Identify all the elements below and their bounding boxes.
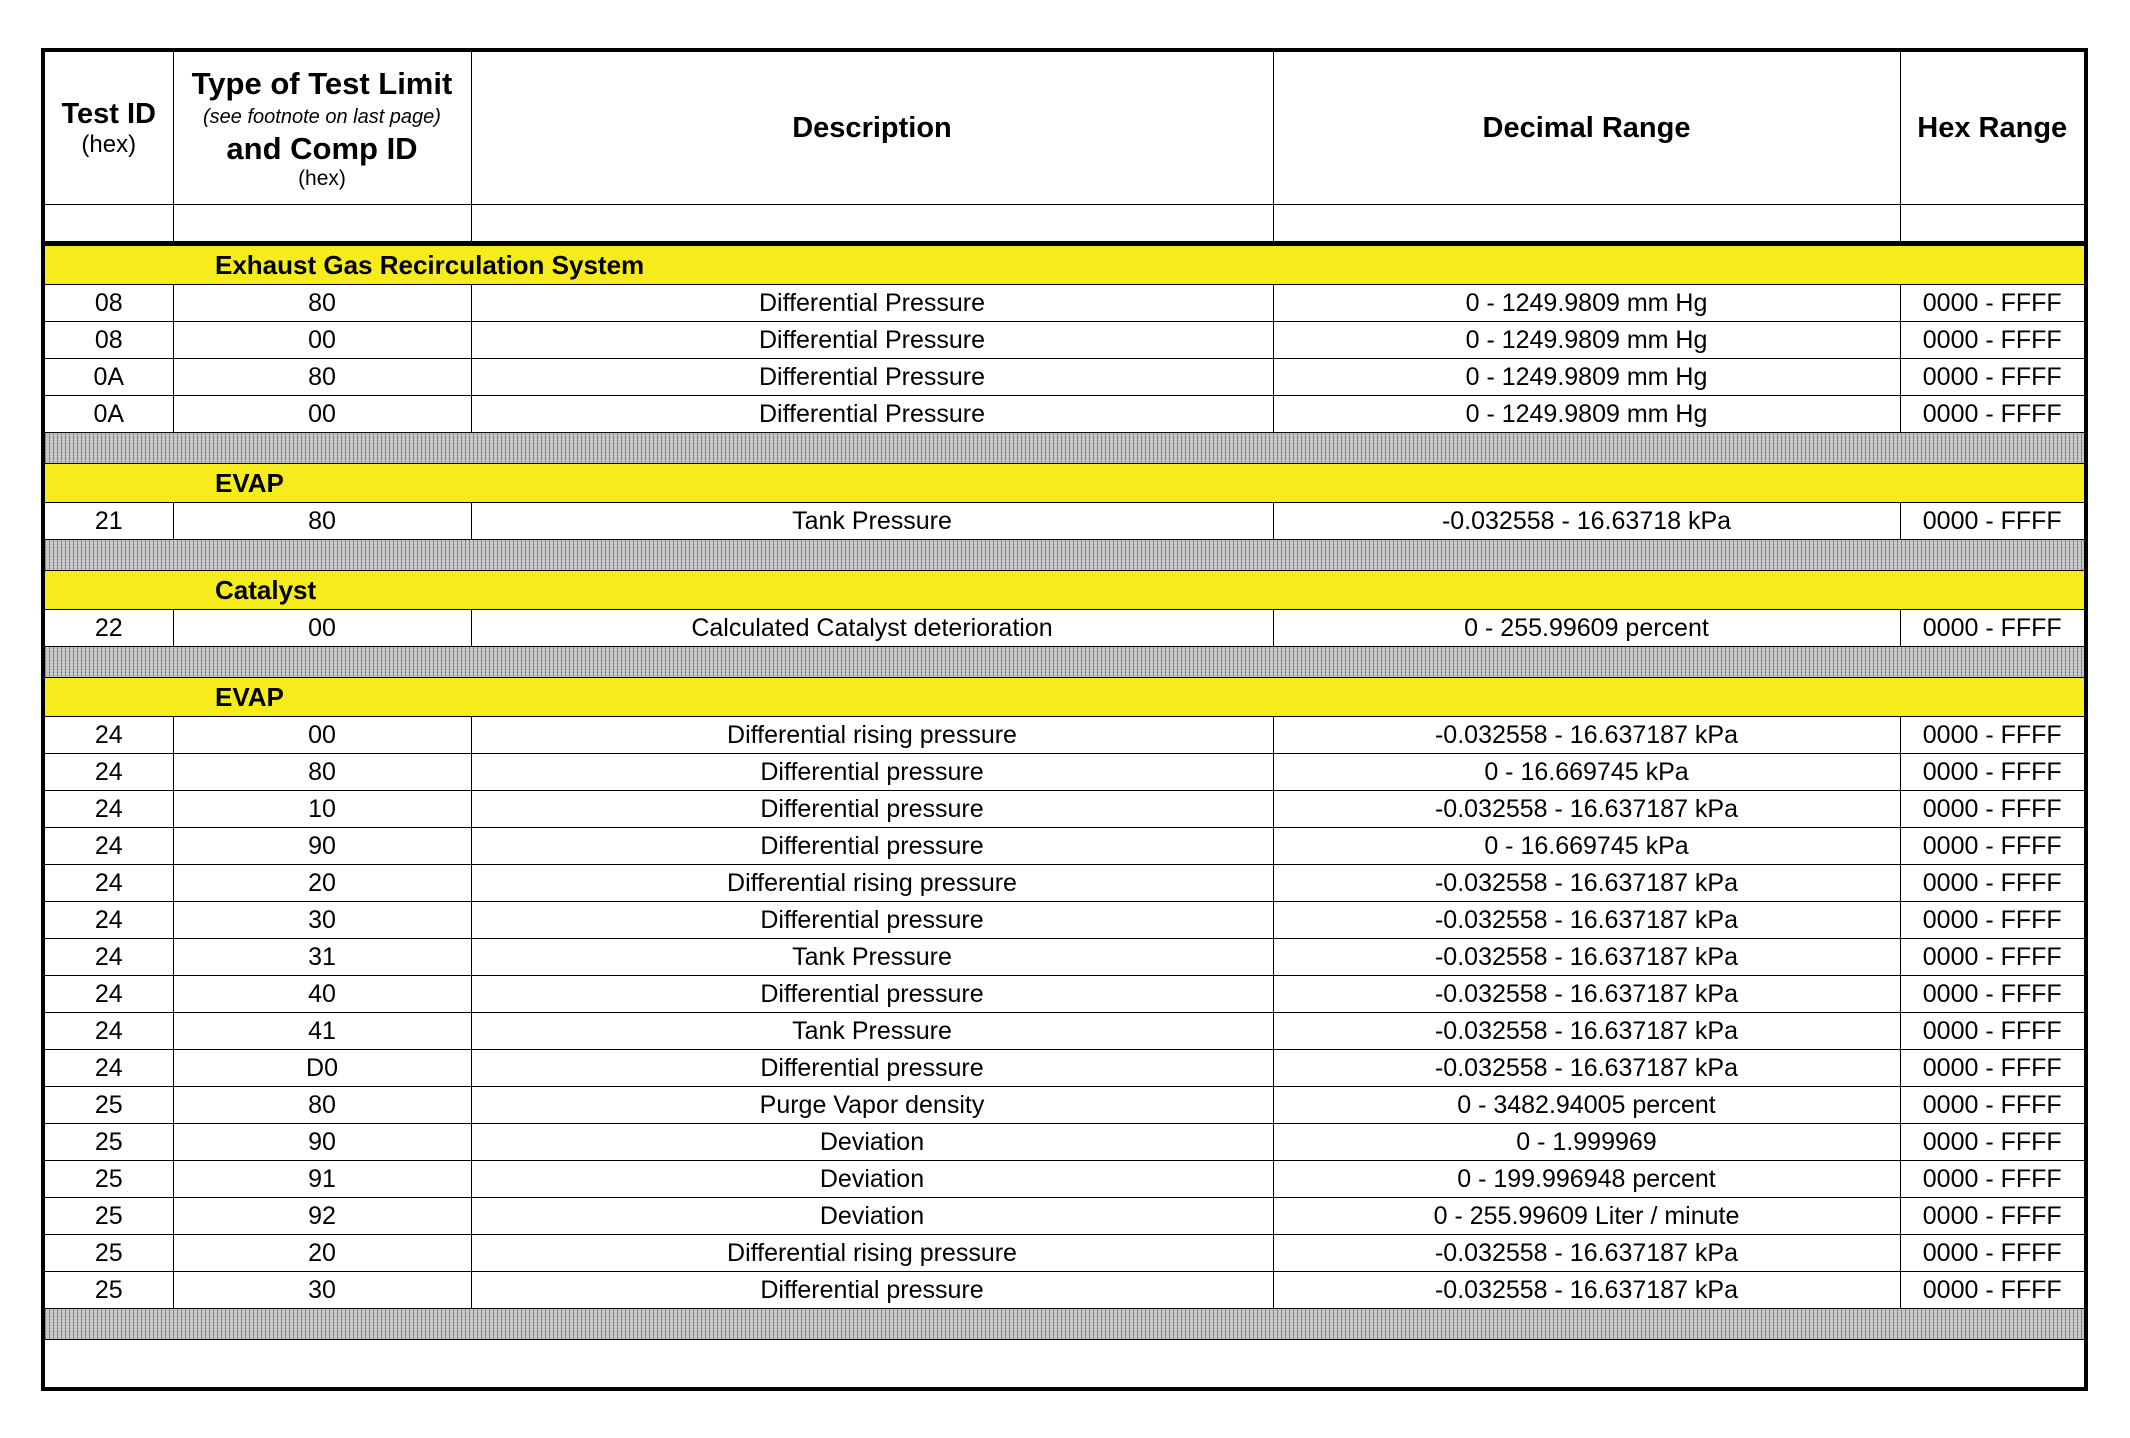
cell-hex-range: 0000 - FFFF [1900, 1124, 2084, 1161]
cell-hex-range: 0000 - FFFF [1900, 1087, 2084, 1124]
cell-description: Differential rising pressure [471, 865, 1273, 902]
section-header-row [45, 244, 2084, 285]
table-row [45, 396, 2084, 433]
shaded-divider [45, 1309, 2084, 1340]
section-divider-row [45, 433, 2084, 464]
cell-description: Differential Pressure [471, 359, 1273, 396]
header-hex-range: Hex Range [1900, 52, 2084, 205]
header-test-id-label: Test ID [61, 97, 157, 130]
cell-test-id: 0A [45, 396, 173, 433]
table-row [45, 1235, 2084, 1272]
cell-hex-range: 0000 - FFFF [1900, 359, 2084, 396]
cell-test-id: 24 [45, 1013, 173, 1050]
cell-test-id: 25 [45, 1161, 173, 1198]
section-header-row [45, 571, 2084, 610]
header-type-comp-id [173, 52, 471, 205]
cell-comp-id: 00 [173, 717, 471, 754]
table-row [45, 828, 2084, 865]
section-title: EVAP [45, 678, 2084, 717]
cell-hex-range: 0000 - FFFF [1900, 939, 2084, 976]
cell-hex-range: 0000 - FFFF [1900, 503, 2084, 540]
cell-decimal-range: 0 - 3482.94005 percent [1273, 1087, 1900, 1124]
cell-hex-range: 0000 - FFFF [1900, 1235, 2084, 1272]
cell-decimal-range: 0 - 16.669745 kPa [1273, 754, 1900, 791]
table-row [45, 610, 2084, 647]
cell-description: Differential pressure [471, 828, 1273, 865]
cell-decimal-range: -0.032558 - 16.637187 kPa [1273, 939, 1900, 976]
section-header-row [45, 678, 2084, 717]
table-body [45, 244, 2084, 1340]
table-row [45, 1087, 2084, 1124]
cell-test-id: 08 [45, 285, 173, 322]
table-row [45, 754, 2084, 791]
cell-comp-id: 80 [173, 503, 471, 540]
cell-test-id: 24 [45, 828, 173, 865]
table-row [45, 1050, 2084, 1087]
cell-decimal-range: 0 - 199.996948 percent [1273, 1161, 1900, 1198]
cell-description: Differential Pressure [471, 396, 1273, 433]
cell-description: Differential pressure [471, 754, 1273, 791]
cell-hex-range: 0000 - FFFF [1900, 717, 2084, 754]
cell-description: Differential pressure [471, 976, 1273, 1013]
cell-test-id: 25 [45, 1198, 173, 1235]
cell-comp-id: 80 [173, 1087, 471, 1124]
cell-comp-id: 91 [173, 1161, 471, 1198]
cell-comp-id: 80 [173, 754, 471, 791]
cell-description: Differential rising pressure [471, 717, 1273, 754]
table-row [45, 865, 2084, 902]
header-spacer-row [45, 205, 2084, 244]
cell-description: Deviation [471, 1124, 1273, 1161]
header-comp-id-label: and Comp ID [226, 130, 418, 166]
section-header-row [45, 464, 2084, 503]
header-type-label: Type of Test Limit [191, 65, 453, 101]
section-divider-row [45, 647, 2084, 678]
table-row [45, 1198, 2084, 1235]
table-row [45, 976, 2084, 1013]
cell-test-id: 24 [45, 865, 173, 902]
table-row [45, 939, 2084, 976]
shaded-divider [45, 433, 2084, 464]
cell-decimal-range: 0 - 1249.9809 mm Hg [1273, 322, 1900, 359]
test-limit-table-frame [41, 48, 2088, 1391]
header-description: Description [471, 52, 1273, 205]
cell-decimal-range: -0.032558 - 16.63718 kPa [1273, 503, 1900, 540]
cell-description: Differential pressure [471, 902, 1273, 939]
cell-hex-range: 0000 - FFFF [1900, 1050, 2084, 1087]
cell-test-id: 24 [45, 754, 173, 791]
section-divider-row [45, 540, 2084, 571]
cell-comp-id: 20 [173, 865, 471, 902]
cell-comp-id: 41 [173, 1013, 471, 1050]
cell-decimal-range: 0 - 16.669745 kPa [1273, 828, 1900, 865]
cell-description: Differential pressure [471, 791, 1273, 828]
table-row [45, 717, 2084, 754]
cell-description: Differential rising pressure [471, 1235, 1273, 1272]
cell-decimal-range: 0 - 255.99609 percent [1273, 610, 1900, 647]
cell-hex-range: 0000 - FFFF [1900, 1013, 2084, 1050]
cell-decimal-range: -0.032558 - 16.637187 kPa [1273, 1235, 1900, 1272]
cell-description: Purge Vapor density [471, 1087, 1273, 1124]
cell-test-id: 24 [45, 976, 173, 1013]
cell-description: Tank Pressure [471, 939, 1273, 976]
cell-comp-id: 80 [173, 359, 471, 396]
test-limit-table [45, 52, 2084, 1340]
cell-hex-range: 0000 - FFFF [1900, 610, 2084, 647]
cell-decimal-range: 0 - 1249.9809 mm Hg [1273, 396, 1900, 433]
cell-hex-range: 0000 - FFFF [1900, 1272, 2084, 1309]
cell-decimal-range: 0 - 1.999969 [1273, 1124, 1900, 1161]
section-title: Catalyst [45, 571, 2084, 610]
cell-decimal-range: -0.032558 - 16.637187 kPa [1273, 1013, 1900, 1050]
header-type-note: (see footnote on last page) [203, 105, 441, 128]
cell-decimal-range: 0 - 1249.9809 mm Hg [1273, 285, 1900, 322]
cell-test-id: 08 [45, 322, 173, 359]
cell-test-id: 25 [45, 1235, 173, 1272]
table-row [45, 359, 2084, 396]
table-row [45, 1124, 2084, 1161]
cell-test-id: 22 [45, 610, 173, 647]
cell-comp-id: 00 [173, 396, 471, 433]
cell-comp-id: 00 [173, 610, 471, 647]
cell-test-id: 21 [45, 503, 173, 540]
header-comp-id-sub: (hex) [298, 166, 346, 190]
table-row [45, 1013, 2084, 1050]
cell-comp-id: 31 [173, 939, 471, 976]
table-row [45, 1161, 2084, 1198]
cell-test-id: 24 [45, 902, 173, 939]
cell-description: Calculated Catalyst deterioration [471, 610, 1273, 647]
cell-decimal-range: 0 - 255.99609 Liter / minute [1273, 1198, 1900, 1235]
table-row [45, 322, 2084, 359]
cell-hex-range: 0000 - FFFF [1900, 396, 2084, 433]
table-row [45, 902, 2084, 939]
header-row [45, 52, 2084, 205]
cell-test-id: 25 [45, 1087, 173, 1124]
cell-hex-range: 0000 - FFFF [1900, 1198, 2084, 1235]
cell-comp-id: 20 [173, 1235, 471, 1272]
cell-comp-id: 30 [173, 1272, 471, 1309]
cell-test-id: 0A [45, 359, 173, 396]
cell-description: Deviation [471, 1198, 1273, 1235]
cell-comp-id: 92 [173, 1198, 471, 1235]
cell-hex-range: 0000 - FFFF [1900, 976, 2084, 1013]
cell-comp-id: 00 [173, 322, 471, 359]
cell-decimal-range: -0.032558 - 16.637187 kPa [1273, 1272, 1900, 1309]
cell-description: Differential Pressure [471, 285, 1273, 322]
cell-comp-id: 80 [173, 285, 471, 322]
cell-description: Tank Pressure [471, 503, 1273, 540]
cell-test-id: 25 [45, 1272, 173, 1309]
cell-comp-id: 90 [173, 828, 471, 865]
cell-test-id: 24 [45, 791, 173, 828]
cell-comp-id: 40 [173, 976, 471, 1013]
cell-test-id: 24 [45, 717, 173, 754]
table-row [45, 1272, 2084, 1309]
cell-decimal-range: -0.032558 - 16.637187 kPa [1273, 865, 1900, 902]
cell-description: Differential Pressure [471, 322, 1273, 359]
cell-comp-id: 30 [173, 902, 471, 939]
cell-hex-range: 0000 - FFFF [1900, 791, 2084, 828]
cell-test-id: 24 [45, 939, 173, 976]
cell-description: Differential pressure [471, 1272, 1273, 1309]
cell-comp-id: 90 [173, 1124, 471, 1161]
header-decimal-range: Decimal Range [1273, 52, 1900, 205]
section-title: EVAP [45, 464, 2084, 503]
cell-comp-id: D0 [173, 1050, 471, 1087]
section-divider-row [45, 1309, 2084, 1340]
header-test-id [45, 52, 173, 205]
table-row [45, 791, 2084, 828]
cell-decimal-range: 0 - 1249.9809 mm Hg [1273, 359, 1900, 396]
cell-test-id: 24 [45, 1050, 173, 1087]
shaded-divider [45, 647, 2084, 678]
cell-hex-range: 0000 - FFFF [1900, 828, 2084, 865]
cell-decimal-range: -0.032558 - 16.637187 kPa [1273, 976, 1900, 1013]
cell-test-id: 25 [45, 1124, 173, 1161]
cell-hex-range: 0000 - FFFF [1900, 285, 2084, 322]
cell-decimal-range: -0.032558 - 16.637187 kPa [1273, 902, 1900, 939]
cell-hex-range: 0000 - FFFF [1900, 754, 2084, 791]
cell-hex-range: 0000 - FFFF [1900, 322, 2084, 359]
table-row [45, 285, 2084, 322]
section-title: Exhaust Gas Recirculation System [45, 244, 2084, 285]
cell-decimal-range: -0.032558 - 16.637187 kPa [1273, 717, 1900, 754]
cell-decimal-range: -0.032558 - 16.637187 kPa [1273, 791, 1900, 828]
cell-description: Deviation [471, 1161, 1273, 1198]
cell-hex-range: 0000 - FFFF [1900, 865, 2084, 902]
cell-decimal-range: -0.032558 - 16.637187 kPa [1273, 1050, 1900, 1087]
table-row [45, 503, 2084, 540]
cell-comp-id: 10 [173, 791, 471, 828]
cell-description: Differential pressure [471, 1050, 1273, 1087]
shaded-divider [45, 540, 2084, 571]
cell-hex-range: 0000 - FFFF [1900, 902, 2084, 939]
header-test-id-sub: (hex) [81, 130, 137, 158]
cell-description: Tank Pressure [471, 1013, 1273, 1050]
cell-hex-range: 0000 - FFFF [1900, 1161, 2084, 1198]
